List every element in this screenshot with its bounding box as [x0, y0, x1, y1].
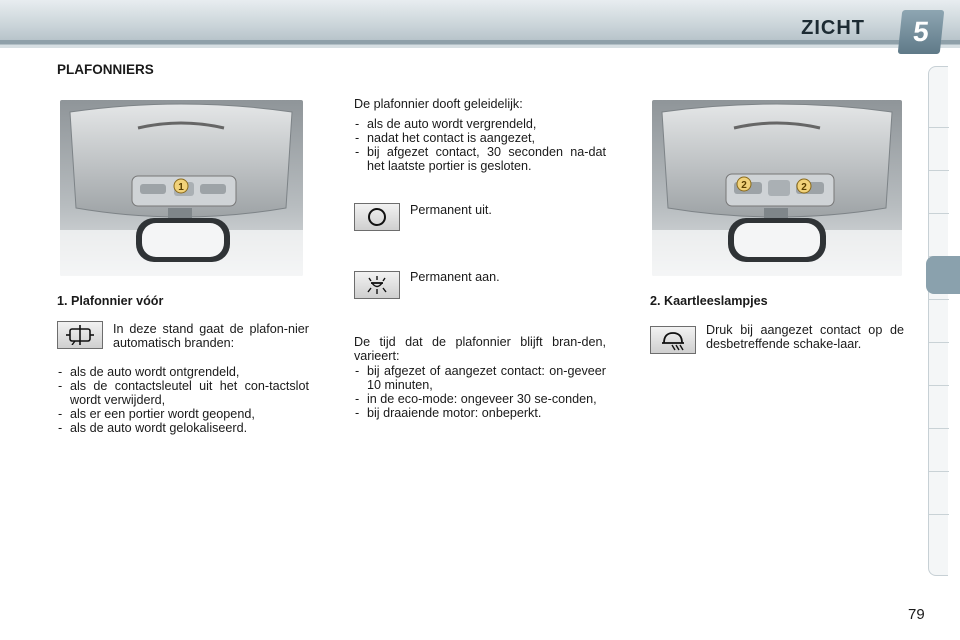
- front-dome-light-photo: [60, 100, 303, 276]
- item2-description: Druk bij aangezet contact op de desbetreffende schake-laar.: [706, 323, 904, 351]
- active-chapter-tab: [926, 256, 960, 294]
- callout-2-left: 2: [741, 180, 747, 191]
- header-stripe-light: [0, 45, 960, 48]
- duration-intro: De tijd dat de plafonnier blijft bran-den, varieert:: [354, 335, 606, 363]
- callout-2-right: 2: [801, 182, 807, 193]
- list-item: - als er een portier wordt geopend,: [57, 407, 309, 421]
- list-item: - als de contactsleutel uit het con-tactslot wordt verwijderd,: [57, 379, 309, 407]
- list-item: - als de auto wordt vergrendeld,: [354, 117, 606, 131]
- list-item: - als de auto wordt gelokaliseerd.: [57, 421, 309, 435]
- chapter-tab-strip: [928, 66, 948, 576]
- permanent-off-label: Permanent uit.: [410, 203, 492, 217]
- list-item: - bij draaiende motor: onbeperkt.: [354, 406, 606, 420]
- item1-heading: 1. Plafonnier vóór: [57, 294, 164, 308]
- list-item: - nadat het contact is aangezet,: [354, 131, 606, 145]
- duration-list: [354, 364, 606, 420]
- list-item: - als de auto wordt ontgrendeld,: [57, 365, 309, 379]
- dimming-intro: De plafonnier dooft geleidelijk:: [354, 97, 523, 111]
- page-number: 79: [908, 606, 925, 623]
- header-stripe: [0, 40, 960, 44]
- map-light-icon: [650, 326, 696, 354]
- section-title: ZICHT: [801, 17, 865, 39]
- map-lights-photo: [652, 100, 902, 276]
- callout-1: 1: [178, 182, 184, 193]
- list-item: - bij afgezet of aangezet contact: on-geveer 10 minuten,: [354, 364, 606, 392]
- item1-description: In deze stand gaat de plafon-nier automatisch branden:: [113, 322, 309, 350]
- item2-heading: 2. Kaartleeslampjes: [650, 294, 768, 308]
- permanent-on-label: Permanent aan.: [410, 270, 500, 284]
- chapter-number-badge: 5: [898, 10, 945, 54]
- dimming-list: [354, 117, 606, 173]
- dome-light-door-icon: [57, 321, 103, 349]
- item1-list: [57, 365, 309, 435]
- light-on-icon: [354, 271, 400, 299]
- circle-off-icon: [354, 203, 400, 231]
- list-item: - in de eco-mode: ongeveer 30 se-conden,: [354, 392, 606, 406]
- list-item: - bij afgezet contact, 30 seconden na-dat het laatste portier is gesloten.: [354, 145, 606, 173]
- page-title: PLAFONNIERS: [57, 62, 154, 77]
